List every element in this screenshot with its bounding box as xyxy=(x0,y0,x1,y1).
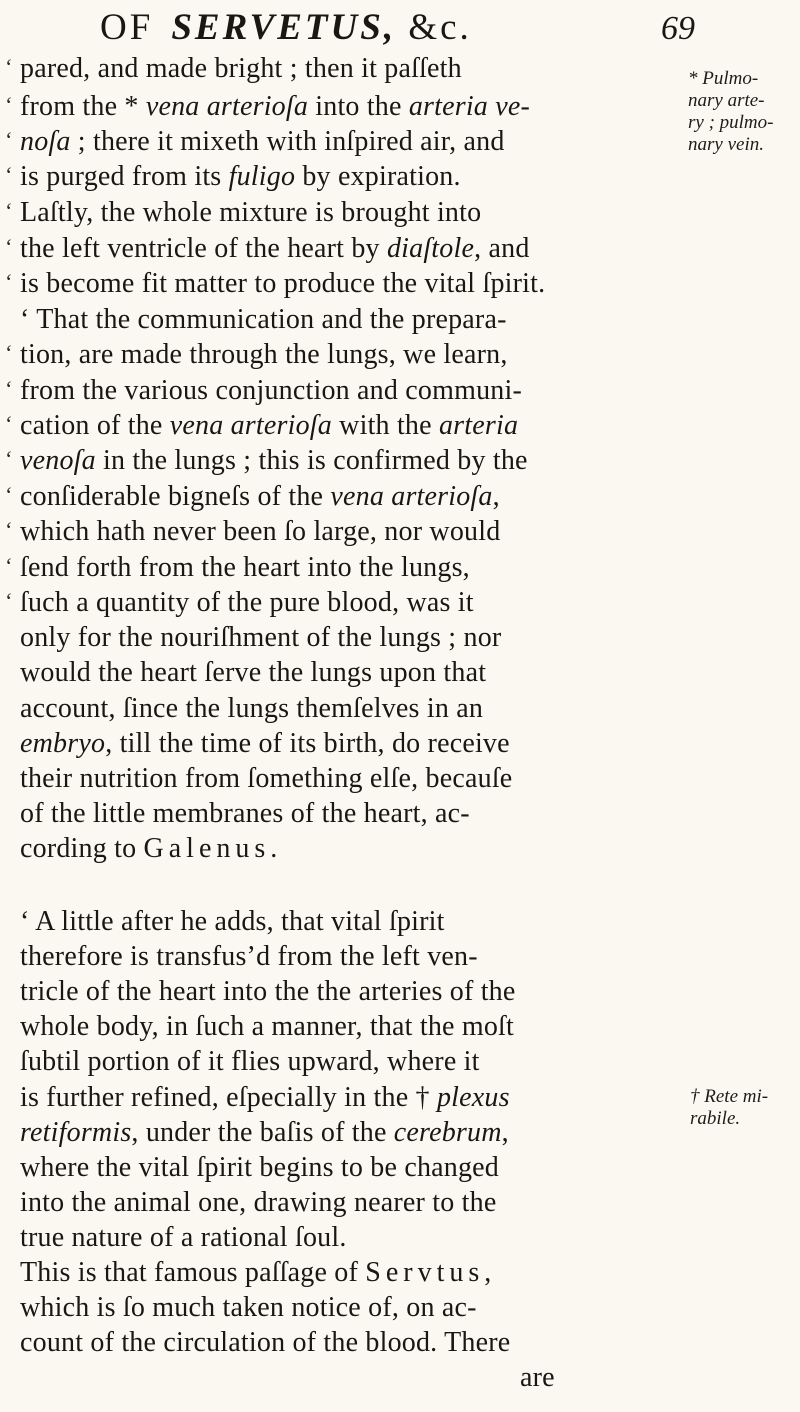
running-title xyxy=(100,6,472,49)
text-line: retiformis, under the baſis of the cerebrum, xyxy=(20,1117,509,1148)
text-line: cording to Galenus. xyxy=(20,833,278,864)
quote-mark: ‘ xyxy=(4,234,12,259)
text-line: which is ſo much taken notice of, on ac- xyxy=(20,1292,477,1323)
text-line: is further refined, eſpecially in the † plexus xyxy=(20,1082,510,1113)
running-title-of: OF xyxy=(100,7,154,48)
text-line: embryo, till the time of its birth, do receive xyxy=(20,728,510,759)
text-line: ‘ noſa ; there it mixeth with inſpired air, and xyxy=(20,125,505,159)
running-title-etc: &c. xyxy=(408,7,472,48)
text-line: count of the circulation of the blood. There xyxy=(20,1327,511,1358)
text-line: This is that famous paſſage of Servtus, xyxy=(20,1257,492,1288)
quote-mark: ‘ xyxy=(4,92,12,117)
quote-mark: ‘ xyxy=(4,446,12,471)
text-line: account, ſince the lungs themſelves in an xyxy=(20,693,484,724)
quote-mark: ‘ xyxy=(4,162,12,187)
margin-note: † Rete mi- rabile. xyxy=(690,1086,769,1129)
text-line: into the animal one, drawing nearer to the xyxy=(20,1187,497,1218)
text-line: would the heart ſerve the lungs upon that xyxy=(20,657,487,688)
text-line: ‘ tion, are made through the lungs, we learn, xyxy=(20,338,508,372)
quote-mark: ‘ xyxy=(4,588,12,613)
quote-mark: ‘ xyxy=(4,198,12,223)
quote-mark: ‘ xyxy=(4,553,12,578)
text-line: ‘ Laſtly, the whole mixture is brought into xyxy=(20,196,481,230)
text-line: ‘ venoſa in the lungs ; this is confirmed by the xyxy=(20,444,528,478)
text-line: where the vital ſpirit begins to be changed xyxy=(20,1152,500,1183)
text-line: ‘ ſend forth from the heart into the lungs, xyxy=(20,551,470,585)
text-line: ‘ is purged from its fuligo by expiration. xyxy=(20,160,461,194)
text-line: ‘ is become fit matter to produce the vital ſpirit. xyxy=(20,267,545,301)
text-line: ‘ A little after he adds, that vital ſpirit xyxy=(20,906,445,937)
page-number: 69 xyxy=(661,10,695,47)
margin-note: * Pulmo- nary arte- ry ; pulmo- nary vein. xyxy=(688,68,774,155)
quote-mark: ‘ xyxy=(4,340,12,365)
quote-mark: ‘ xyxy=(4,269,12,294)
text-line: ‘ from the various conjunction and communi- xyxy=(20,374,522,408)
text-line: ‘ That the communication and the prepara- xyxy=(20,304,507,335)
text-line: tricle of the heart into the the arteries of the xyxy=(20,976,516,1007)
quote-mark: ‘ xyxy=(4,54,12,79)
text-line: ‘ conſiderable bigneſs of the vena arterioſa, xyxy=(20,480,500,514)
text-line: ‘ which hath never been ſo large, nor would xyxy=(20,515,500,549)
text-line: ‘ pared, and made bright ; then it paſſeth xyxy=(20,52,462,86)
running-title-name: SERVETUS, xyxy=(171,7,397,48)
text-line: ‘ cation of the vena arterioſa with the arteria xyxy=(20,409,518,443)
text-line: ‘ from the * vena arterioſa into the arteria ve- xyxy=(20,90,530,124)
text-line: true nature of a rational ſoul. xyxy=(20,1222,347,1253)
quote-mark: ‘ xyxy=(4,517,12,542)
text-line: ‘ the left ventricle of the heart by diaſtole, and xyxy=(20,232,530,266)
text-line: ſubtil portion of it flies upward, where it xyxy=(20,1046,480,1077)
page-header xyxy=(0,0,800,60)
text-line: only for the nouriſhment of the lungs ; nor xyxy=(20,622,502,653)
quote-mark: ‘ xyxy=(4,411,12,436)
quote-mark: ‘ xyxy=(4,376,12,401)
quote-mark: ‘ xyxy=(4,482,12,507)
quote-mark: ‘ xyxy=(4,127,12,152)
catchword: are xyxy=(520,1362,555,1393)
text-line: whole body, in ſuch a manner, that the moſt xyxy=(20,1011,514,1042)
text-line: therefore is transfus’d from the left ven- xyxy=(20,941,478,972)
text-line: ‘ ſuch a quantity of the pure blood, was it xyxy=(20,586,474,620)
text-line: of the little membranes of the heart, ac- xyxy=(20,798,470,829)
text-line: their nutrition from ſomething elſe, becauſe xyxy=(20,763,513,794)
